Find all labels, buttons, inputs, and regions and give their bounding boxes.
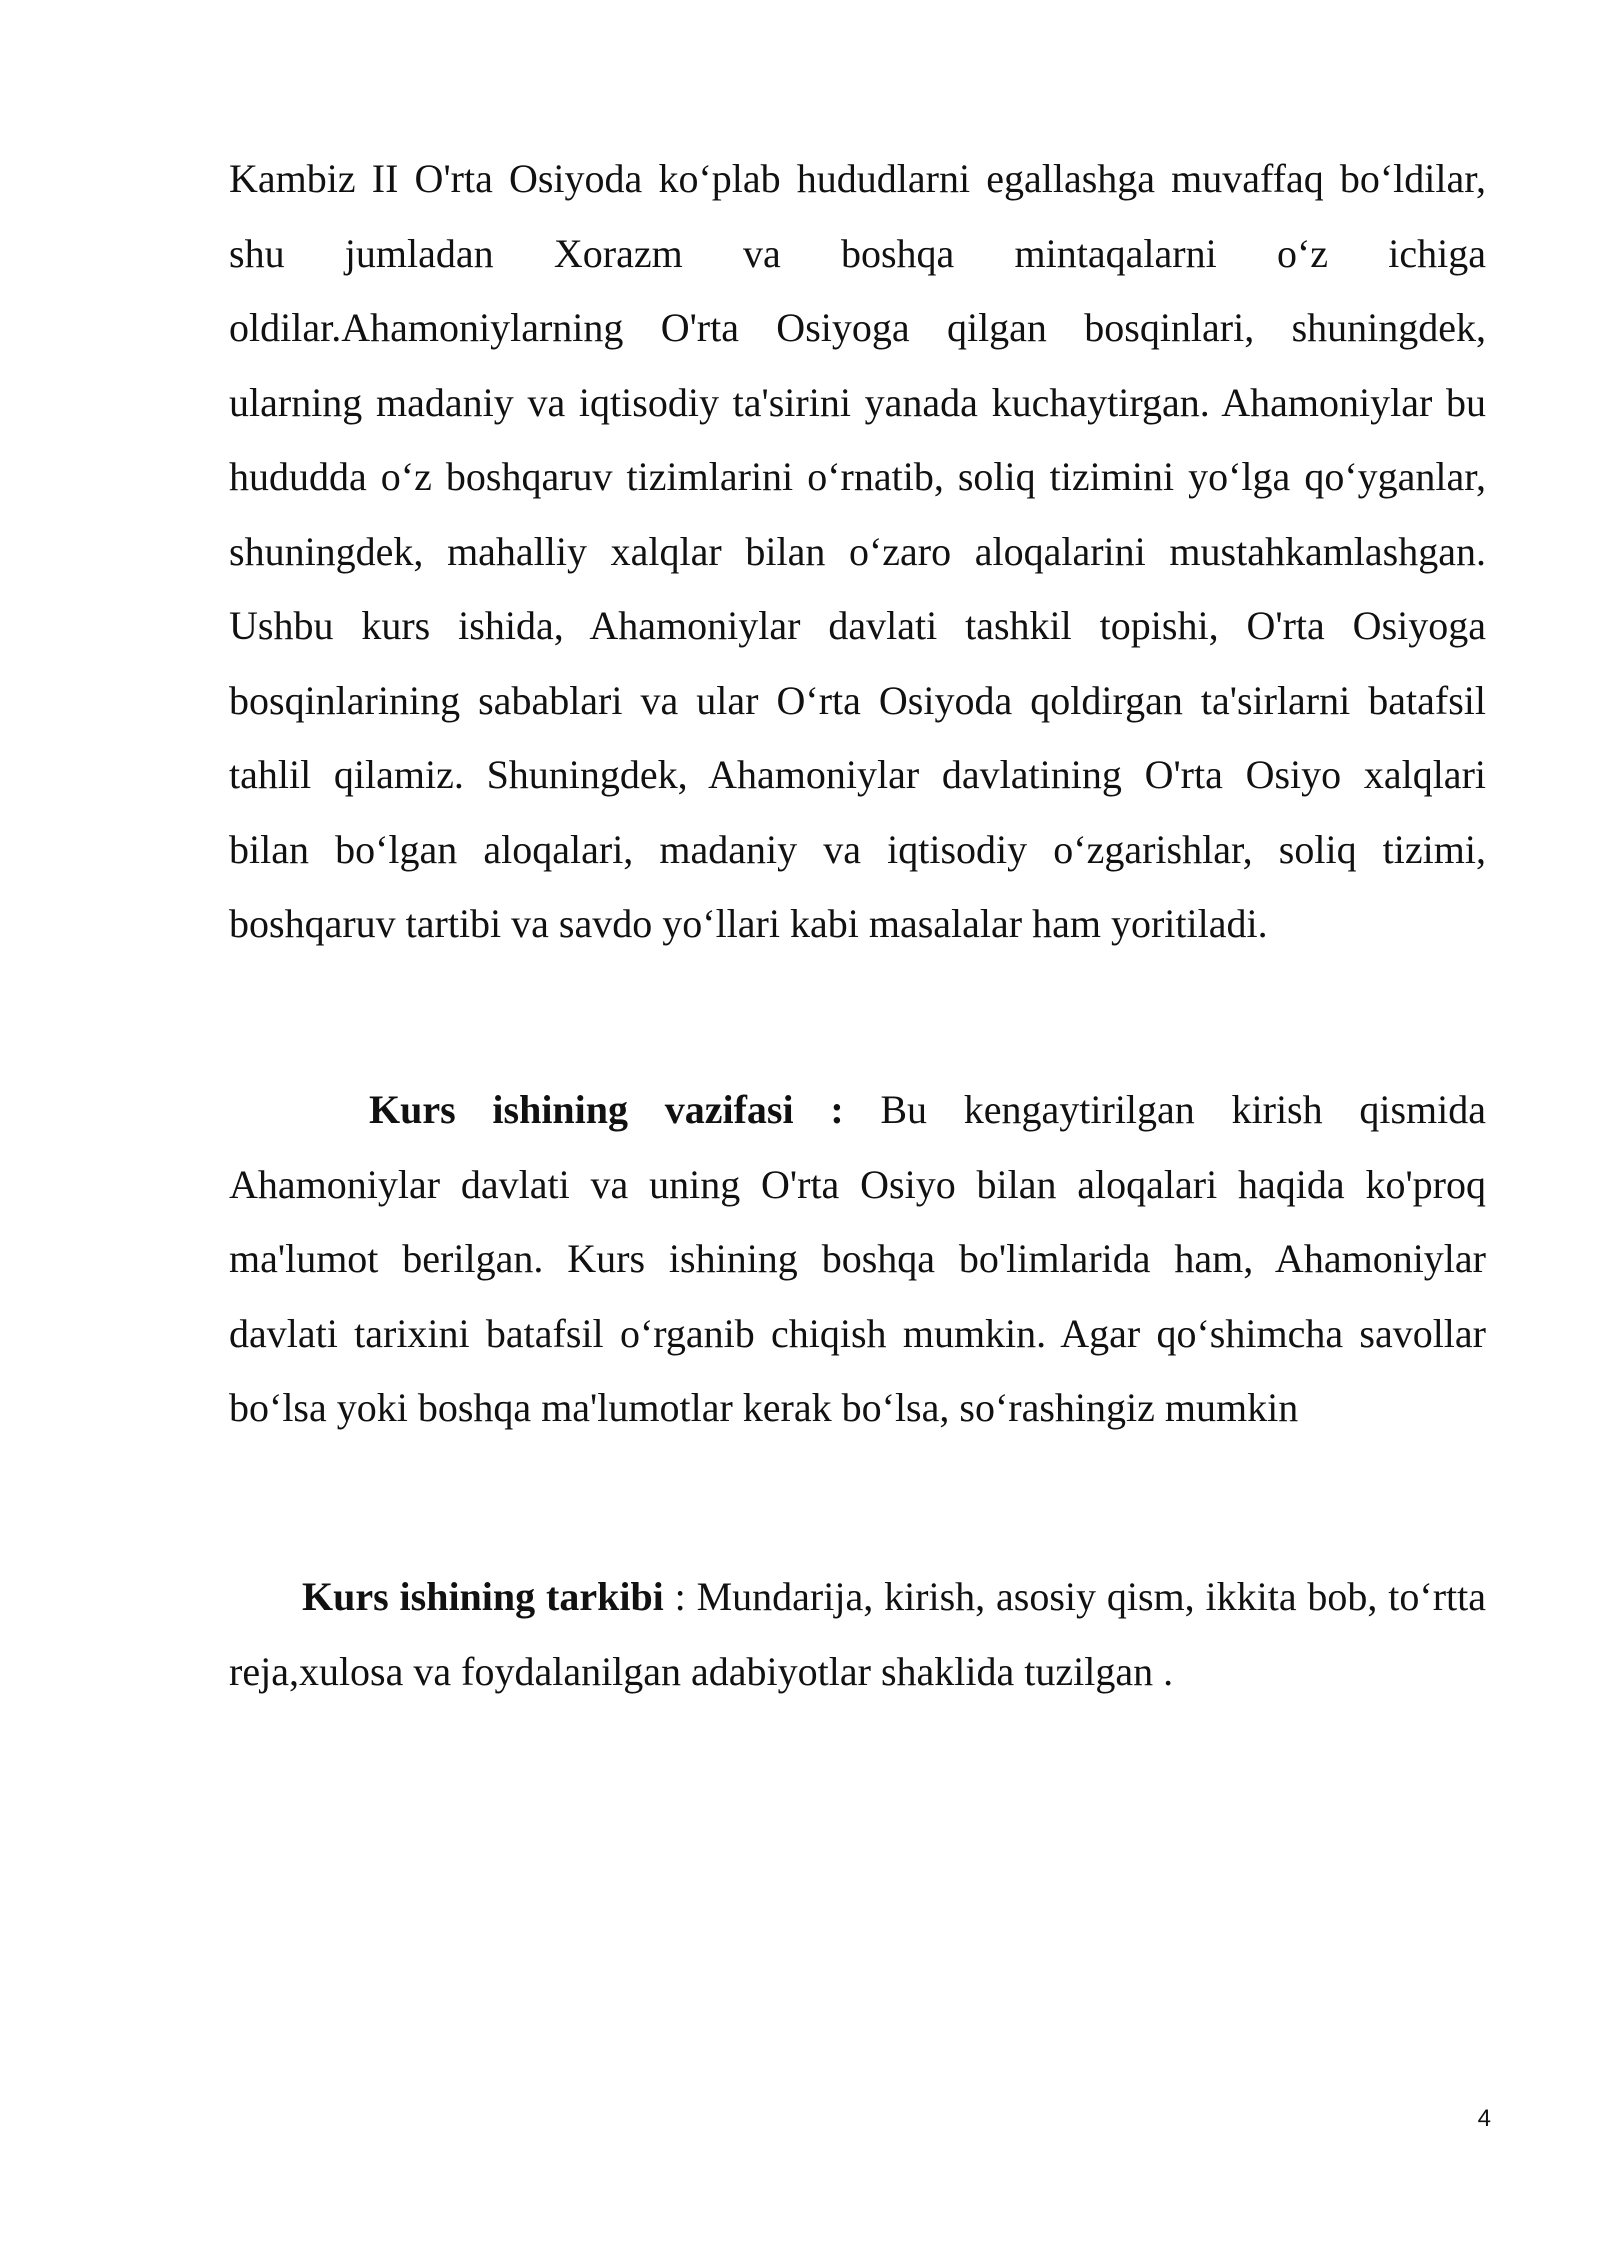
body-paragraph: [229, 142, 1486, 962]
task-text: Bu kengaytirilgan kirish qismida Ahamoniylar davlati va uning O'rta Osiyo bilan aloqalari haqida ko'proq ma'lumot berilgan. Kurs ishining boshqa bo'limlarida ham, Ahamoniylar davlati tarixini batafsil o‘rganib chiqish mumkin. Agar qo‘shimcha savollar bo‘lsa yoki boshqa ma'lumotlar kerak bo‘lsa, so‘rashingiz mumkin: [229, 1087, 1486, 1430]
task-paragraph: [229, 1073, 1486, 1446]
paragraph-text: Kambiz II O'rta Osiyoda ko‘plab hududlarni egallashga muvaffaq bo‘ldilar, shu jumladan Xorazm va boshqa mintaqalarni o‘z ichiga oldilar.Ahamoniylarning O'rta Osiyoga qilgan bosqinlari, shuningdek, ularning madaniy va iqtisodiy ta'sirini yanada kuchaytirgan. Ahamoniylar bu hududda o‘z boshqaruv tizimlarini o‘rnatib, soliq tizimini yo‘lga qo‘yganlar, shuningdek, mahalliy xalqlar bilan o‘zaro aloqalarini mustahkamlashgan. Ushbu kurs ishida, Ahamoniylar davlati tashkil topishi, O'rta Osiyoga bosqinlarining sabablari va ular O‘rta Osiyoda qoldirgan ta'sirlarni batafsil tahlil qilamiz. Shuningdek, Ahamoniylar davlatining O'rta Osiyo xalqlari bilan bo‘lgan aloqalari, madaniy va iqtisodiy o‘zgarishlar, soliq tizimi, boshqaruv tartibi va savdo yo‘llari kabi masalalar ham yoritiladi.: [229, 156, 1486, 946]
task-heading: Kurs ishining vazifasi :: [369, 1087, 844, 1132]
structure-paragraph: [229, 1560, 1486, 1709]
structure-text: : Mundarija, kirish, asosiy qism, ikkita bob, to‘rtta reja,xulosa va foydalanilgan adabiyotlar shaklida tuzilgan .: [229, 1574, 1487, 1694]
structure-heading: Kurs ishining tarkibi: [302, 1574, 664, 1619]
page-number: 4: [1477, 2105, 1491, 2132]
